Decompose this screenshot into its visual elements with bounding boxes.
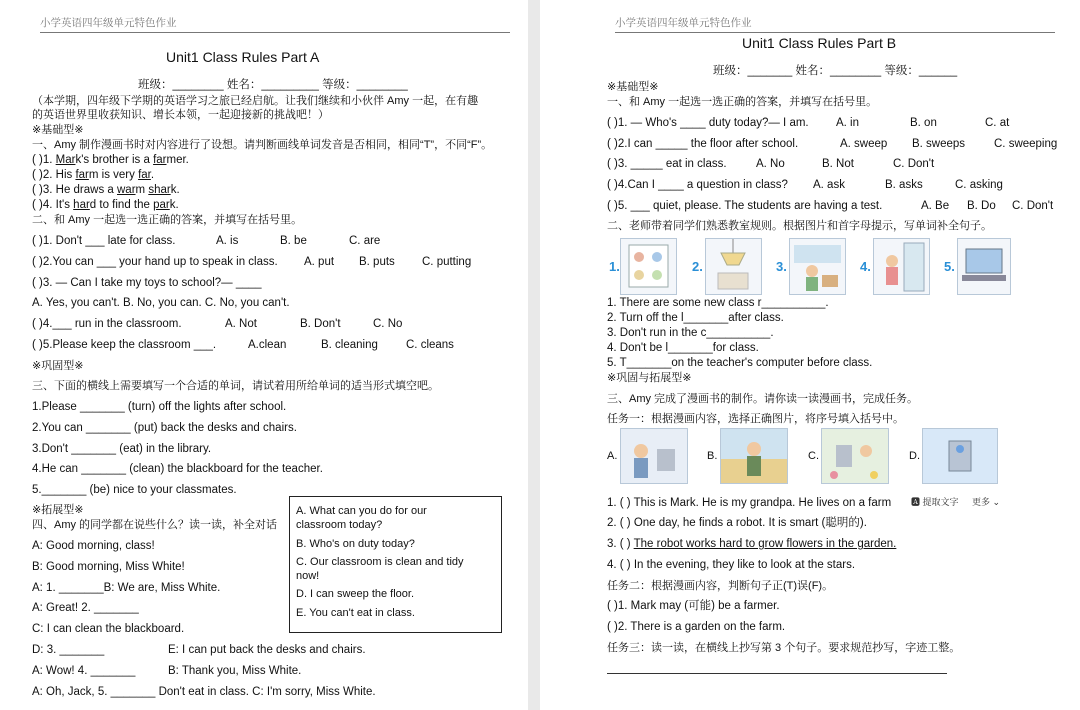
s2-q4: ( )4.___ run in the classroom.	[32, 318, 182, 330]
s2-q2-c: C. putting	[422, 256, 472, 268]
option-b: B. Who's on duty today?	[296, 538, 415, 550]
s1-title: 一、Amy 制作漫画书时对内容进行了设想。请判断画线单词发音是否相同，相同“T”，不同“F”。	[32, 139, 493, 151]
option-a-line-1: A. What can you do for our	[296, 505, 427, 517]
rules-poster-image	[620, 238, 677, 295]
s2-item-3: 3. Don't run in the c__________.	[607, 327, 774, 339]
dialog-line-7: A: Wow! 4. _______	[32, 665, 136, 677]
chevron-down-icon: ⌄	[990, 497, 1001, 507]
s2-title: 二、老师带着同学们熟悉教室规则。根据图片和首字母提示，写单词补全句子。	[607, 220, 992, 232]
s3-title: 三、Amy 完成了漫画书的制作。请你读一读漫画书，完成任务。	[607, 393, 919, 405]
s2-q5-a: A.clean	[248, 339, 287, 351]
section-extend: ※拓展型※	[32, 504, 84, 516]
t1-item-2: 2. ( ) One day, he finds a robot. It is smart (聪明的).	[607, 517, 867, 529]
s2-q3-options: A. Yes, you can't. B. No, you can. C. No, you can't.	[32, 297, 290, 309]
option-c-line-2: now!	[296, 570, 320, 582]
answer-line[interactable]	[607, 673, 947, 674]
dialog-line-1: A: Good morning, class!	[32, 540, 155, 552]
t2-item-2: ( )2. There is a garden on the farm.	[607, 621, 786, 633]
s1-q4-a: A. ask	[813, 179, 845, 191]
option-e: E. You can't eat in class.	[296, 607, 415, 619]
s2-item-1: 1. There are some new class r__________.	[607, 297, 829, 309]
s3-item-1: 1.Please _______ (turn) off the lights after school.	[32, 401, 287, 413]
s1-item-3: ( )3. He draws a warm shark.	[32, 184, 180, 196]
s2-q5-b: B. cleaning	[321, 339, 378, 351]
dialog-line-7-b: B: Thank you, Miss White.	[168, 665, 302, 677]
page-header: 小学英语四年级单元特色作业	[615, 15, 1055, 33]
page-header: 小学英语四年级单元特色作业	[40, 15, 510, 33]
page-right	[540, 0, 1080, 710]
pic-label-4: 4.	[860, 259, 871, 274]
section-consolidate: ※巩固型※	[32, 360, 84, 372]
s1-q3-a: A. No	[756, 158, 785, 170]
s3-item-2: 2.You can _______ (put) back the desks and chairs.	[32, 422, 297, 434]
s2-item-5: 5. T_______on the teacher's computer before class.	[607, 357, 873, 369]
page-title: Unit1 Class Rules Part B	[742, 35, 897, 51]
s2-q2: ( )2.You can ___ your hand up to speak in class.	[32, 256, 278, 268]
s3-item-5: 5._______ (be) nice to your classmates.	[32, 484, 237, 496]
s1-title: 一、和 Amy 一起选一选正确的答案，并填写在括号里。	[607, 96, 878, 108]
s2-q1-c: C. are	[349, 235, 381, 247]
s2-q2-b: B. puts	[359, 256, 395, 268]
comic-image-d	[922, 428, 998, 484]
section-extend: ※巩固与拓展型※	[607, 372, 692, 384]
lights-image	[705, 238, 762, 295]
s1-q5-a: A. Be	[921, 200, 950, 212]
t1-item-3: 3. ( ) The robot works hard to grow flowers in the garden.	[607, 538, 897, 550]
comic-label-a: A.	[607, 450, 618, 462]
intro-line-1: （本学期，四年级下学期的英语学习之旅已经启航。让我们继续和小伙伴 Amy 一起，在有趣	[32, 95, 479, 107]
s1-q1-c: C. at	[985, 117, 1010, 129]
extract-icon: 🅰	[911, 497, 923, 507]
t2-item-1: ( )1. Mark may (可能) be a farmer.	[607, 600, 780, 612]
info-line: 班级：_______ 姓名：________ 等级：______	[713, 65, 958, 77]
s3-item-3: 3.Don't _______ (eat) in the library.	[32, 443, 212, 455]
t1-item-1: 1. ( ) This is Mark. He is my grandpa. He lives on a farm	[607, 497, 892, 509]
s1-q1: ( )1. — Who's ____ duty today?— I am.	[607, 117, 809, 129]
s2-q4-a: A. Not	[225, 318, 257, 330]
dialog-line-5: C: I can clean the blackboard.	[32, 623, 185, 635]
s1-q3-c: C. Don't	[893, 158, 935, 170]
late-student-image	[873, 238, 930, 295]
option-c-line-1: C. Our classroom is clean and tidy	[296, 556, 464, 568]
comic-image-c	[821, 428, 889, 484]
s1-q4-c: C. asking	[955, 179, 1003, 191]
extract-text-button[interactable]: 🅰 提取文字	[911, 497, 959, 507]
section-basic: ※基础型※	[32, 124, 84, 136]
comic-label-c: C.	[808, 450, 819, 462]
s1-q5-c: C. Don't	[1012, 200, 1054, 212]
s1-q2-c: C. sweeping	[994, 138, 1058, 150]
dialog-line-3: A: 1. _______B: We are, Miss White.	[32, 582, 221, 594]
s1-q4-b: B. asks	[885, 179, 923, 191]
s4-title: 四、Amy 的同学都在说些什么？读一读，补全对话	[32, 519, 278, 531]
task2-title: 任务二：根据漫画内容，判断句子正(T)误(F)。	[607, 580, 834, 592]
s1-q2-b: B. sweeps	[912, 138, 966, 150]
dialog-line-4: A: Great! 2. _______	[32, 602, 139, 614]
comic-image-a	[620, 428, 688, 484]
s2-q1: ( )1. Don't ___ late for class.	[32, 235, 176, 247]
pic-label-5: 5.	[944, 259, 955, 274]
s2-q3: ( )3. — Can I take my toys to school?— ____	[32, 277, 262, 289]
s1-q3-b: B. Not	[822, 158, 854, 170]
classroom-image	[789, 238, 846, 295]
s1-q5-b: B. Do	[967, 200, 996, 212]
option-d: D. I can sweep the floor.	[296, 588, 415, 600]
t1-item-4: 4. ( ) In the evening, they like to look at the stars.	[607, 559, 856, 571]
section-basic: ※基础型※	[607, 81, 659, 93]
dialog-line-2: B: Good morning, Miss White!	[32, 561, 185, 573]
s1-q5: ( )5. ___ quiet, please. The students are having a test.	[607, 200, 883, 212]
s2-item-4: 4. Don't be l_______for class.	[607, 342, 759, 354]
s1-item-2: ( )2. His farm is very far.	[32, 169, 155, 181]
s2-q2-a: A. put	[304, 256, 335, 268]
option-a-line-2: classroom today?	[296, 519, 383, 531]
s2-q5: ( )5.Please keep the classroom ___.	[32, 339, 217, 351]
s2-q1-b: B. be	[280, 235, 307, 247]
s2-q4-c: C. No	[373, 318, 403, 330]
page-left	[0, 0, 528, 710]
s1-q4: ( )4.Can I ____ a question in class?	[607, 179, 788, 191]
s2-item-2: 2. Turn off the l_______after class.	[607, 312, 784, 324]
s1-q3: ( )3. _____ eat in class.	[607, 158, 727, 170]
s2-q4-b: B. Don't	[300, 318, 341, 330]
s3-item-4: 4.He can _______ (clean) the blackboard for the teacher.	[32, 463, 323, 475]
pic-label-1: 1.	[609, 259, 620, 274]
comic-label-b: B.	[707, 450, 718, 462]
info-line: 班级：________ 姓名：_________ 等级：________	[138, 79, 408, 91]
intro-line-2: 的英语世界里收获知识、增长本领，一起迎接新的挑战吧！）	[32, 109, 329, 121]
s1-q2-a: A. sweep	[840, 138, 888, 150]
s1-item-4: ( )4. It's hard to find the park.	[32, 199, 179, 211]
task1-title: 任务一：根据漫画内容，选择正确图片，将序号填入括号中。	[607, 413, 904, 425]
comic-image-b	[720, 428, 788, 484]
s2-q1-a: A. is	[216, 235, 239, 247]
s1-q1-a: A. in	[836, 117, 860, 129]
page-title: Unit1 Class Rules Part A	[166, 49, 320, 65]
s1-item-1: ( )1. Mark's brother is a farmer.	[32, 154, 189, 166]
task3-title: 任务三：读一读，在横线上抄写第 3 个句子。要求规范抄写，字迹工整。	[607, 642, 961, 654]
s1-q2: ( )2.I can _____ the floor after school.	[607, 138, 799, 150]
dialog-line-6: D: 3. _______	[32, 644, 105, 656]
dialog-line-8: A: Oh, Jack, 5. _______ Don't eat in class. C: I'm sorry, Miss White.	[32, 686, 376, 698]
s2-q5-c: C. cleans	[406, 339, 454, 351]
pic-label-2: 2.	[692, 259, 703, 274]
more-button[interactable]: 更多 ⌄	[972, 497, 1001, 507]
dialog-line-6-e: E: I can put back the desks and chairs.	[168, 644, 366, 656]
s2-title: 二、和 Amy 一起选一选正确的答案，并填写在括号里。	[32, 214, 303, 226]
comic-label-d: D.	[909, 450, 920, 462]
s3-title: 三、下面的横线上需要填写一个合适的单词，请试着用所给单词的适当形式填空吧。	[32, 380, 439, 392]
pic-label-3: 3.	[776, 259, 787, 274]
s1-q1-b: B. on	[910, 117, 937, 129]
computer-image	[957, 238, 1011, 295]
